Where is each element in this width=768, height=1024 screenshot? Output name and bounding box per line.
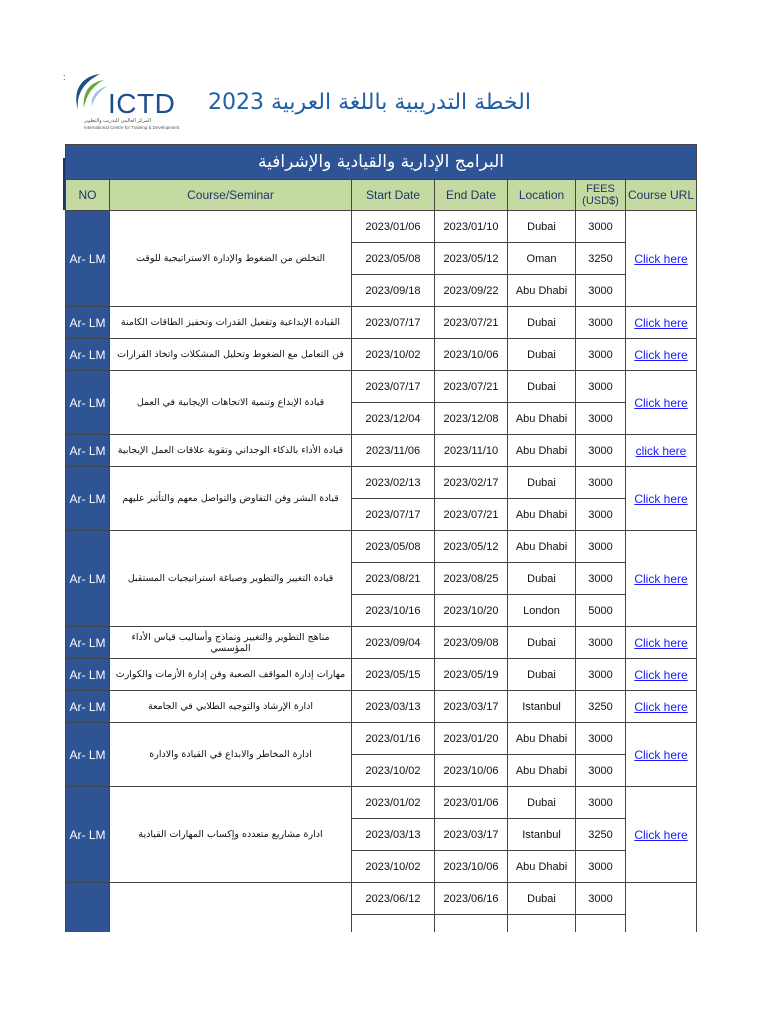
end-date: 2023/03/17 bbox=[435, 691, 508, 723]
location: Dubai bbox=[508, 307, 576, 339]
location: Abu Dhabi bbox=[508, 851, 576, 883]
course-code: Ar- LM bbox=[66, 467, 110, 531]
location: Dubai bbox=[508, 787, 576, 819]
course-url-cell bbox=[626, 435, 697, 467]
end-date: 2023/11/10 bbox=[435, 435, 508, 467]
course-url-cell bbox=[626, 211, 697, 307]
course-code: Ar- LM bbox=[66, 723, 110, 787]
fee: 3000 bbox=[576, 211, 626, 243]
fee: 3000 bbox=[576, 499, 626, 531]
course-url-cell bbox=[626, 307, 697, 339]
fee: 3000 bbox=[576, 883, 626, 915]
start-date: 2023/02/13 bbox=[352, 467, 435, 499]
course-url-link[interactable]: Click here bbox=[634, 699, 688, 714]
header-location: Location bbox=[508, 180, 576, 211]
table-header-row bbox=[66, 180, 697, 211]
course-code bbox=[66, 883, 110, 933]
course-url-link[interactable]: Click here bbox=[634, 635, 688, 650]
location: Dubai bbox=[508, 659, 576, 691]
course-url-link[interactable]: Click here bbox=[634, 395, 688, 410]
start-date: 2023/01/02 bbox=[352, 787, 435, 819]
course-url-link[interactable]: Click here bbox=[634, 347, 688, 362]
course-title: قيادة الأداء بالذكاء الوجداني وتقوية علاقات العمل الإيجابية bbox=[110, 435, 352, 467]
table-row bbox=[66, 691, 697, 723]
course-url-link[interactable]: Click here bbox=[634, 747, 688, 762]
end-date: 2023/02/17 bbox=[435, 467, 508, 499]
course-code: Ar- LM bbox=[66, 371, 110, 435]
start-date: 2023/10/16 bbox=[352, 595, 435, 627]
location: London bbox=[508, 595, 576, 627]
header-start-date: Start Date bbox=[352, 180, 435, 211]
course-url-cell bbox=[626, 339, 697, 371]
start-date: 2023/10/02 bbox=[352, 339, 435, 371]
course-title: ادارة المخاطر والابداع في القيادة والادارة bbox=[110, 723, 352, 787]
end-date: 2023/01/10 bbox=[435, 211, 508, 243]
course-url-cell bbox=[626, 883, 697, 933]
start-date: 2023/12/04 bbox=[352, 403, 435, 435]
table-row bbox=[66, 531, 697, 563]
location: Abu Dhabi bbox=[508, 723, 576, 755]
course-url-cell bbox=[626, 787, 697, 883]
fee: 3000 bbox=[576, 627, 626, 659]
start-date: 2023/03/13 bbox=[352, 691, 435, 723]
start-date: 2023/01/16 bbox=[352, 723, 435, 755]
start-date: 2023/08/21 bbox=[352, 563, 435, 595]
end-date: 2023/01/20 bbox=[435, 723, 508, 755]
end-date: 2023/05/12 bbox=[435, 243, 508, 275]
header-end-date: End Date bbox=[435, 180, 508, 211]
end-date: 2023/01/06 bbox=[435, 787, 508, 819]
course-url-cell bbox=[626, 723, 697, 787]
course-title: فن التعامل مع الضغوط وتحليل المشكلات واتخاذ القرارات bbox=[110, 339, 352, 371]
location: Abu Dhabi bbox=[508, 531, 576, 563]
course-title: ادارة مشاريع متعدده وإكساب المهارات القيادية bbox=[110, 787, 352, 883]
fee: 3000 bbox=[576, 851, 626, 883]
start-date: 2023/05/15 bbox=[352, 659, 435, 691]
course-code: Ar- LM bbox=[66, 627, 110, 659]
end-date: 2023/05/19 bbox=[435, 659, 508, 691]
course-title: قيادة التغيير والتطوير وصياغة استراتيجيات المستقبل bbox=[110, 531, 352, 627]
course-code: Ar- LM bbox=[66, 531, 110, 627]
fee: 3000 bbox=[576, 659, 626, 691]
course-code: Ar- LM bbox=[66, 659, 110, 691]
table-banner-row bbox=[66, 145, 697, 180]
course-table-container bbox=[65, 144, 697, 932]
header-course: Course/Seminar bbox=[110, 180, 352, 211]
fee: 3000 bbox=[576, 531, 626, 563]
fee: 3000 bbox=[576, 339, 626, 371]
header-fees-line1: FEES bbox=[586, 183, 615, 195]
header-fees-line2: (USD$) bbox=[582, 195, 619, 207]
end-date: 2023/10/20 bbox=[435, 595, 508, 627]
fee: 3250 bbox=[576, 691, 626, 723]
course-url-cell bbox=[626, 467, 697, 531]
logo-subtitle-ar: المركز العالمي للتدريب والتطوير bbox=[84, 118, 151, 124]
start-date: 2023/09/04 bbox=[352, 627, 435, 659]
course-url-link[interactable]: Click here bbox=[634, 315, 688, 330]
end-date: 2023/10/06 bbox=[435, 755, 508, 787]
end-date: 2023/07/21 bbox=[435, 371, 508, 403]
header-no: NO bbox=[66, 180, 110, 211]
fee: 3000 bbox=[576, 787, 626, 819]
fee: 5000 bbox=[576, 595, 626, 627]
header-course-url: Course URL bbox=[626, 180, 697, 211]
course-url-cell bbox=[626, 691, 697, 723]
fee: 3000 bbox=[576, 467, 626, 499]
start-date: 2023/09/18 bbox=[352, 275, 435, 307]
course-title: التخلص من الضغوط والإدارة الاستراتيجية للوقت bbox=[110, 211, 352, 307]
start-date: 2023/06/12 bbox=[352, 883, 435, 915]
location: Oman bbox=[508, 243, 576, 275]
table-row bbox=[66, 659, 697, 691]
start-date: 2023/10/02 bbox=[352, 755, 435, 787]
table-row bbox=[66, 211, 697, 243]
table-row bbox=[66, 883, 697, 915]
course-url-cell bbox=[626, 371, 697, 435]
location: Istanbul bbox=[508, 691, 576, 723]
course-url-link[interactable]: Click here bbox=[634, 491, 688, 506]
fee bbox=[576, 915, 626, 933]
start-date: 2023/01/06 bbox=[352, 211, 435, 243]
fee: 3250 bbox=[576, 243, 626, 275]
start-date: 2023/03/13 bbox=[352, 819, 435, 851]
end-date: 2023/10/06 bbox=[435, 851, 508, 883]
fee: 3000 bbox=[576, 403, 626, 435]
course-url-cell bbox=[626, 627, 697, 659]
header-fees bbox=[576, 180, 626, 211]
course-code: Ar- LM bbox=[66, 691, 110, 723]
start-date bbox=[352, 915, 435, 933]
location: Dubai bbox=[508, 563, 576, 595]
table-row bbox=[66, 307, 697, 339]
course-code: Ar- LM bbox=[66, 211, 110, 307]
fee: 3000 bbox=[576, 755, 626, 787]
logo-subtitle-en: International Centre for Training & Development bbox=[84, 125, 180, 130]
course-code: Ar- LM bbox=[66, 787, 110, 883]
course-code: Ar- LM bbox=[66, 307, 110, 339]
location bbox=[508, 915, 576, 933]
start-date: 2023/05/08 bbox=[352, 243, 435, 275]
location: Abu Dhabi bbox=[508, 499, 576, 531]
end-date bbox=[435, 915, 508, 933]
course-code: Ar- LM bbox=[66, 435, 110, 467]
course-table bbox=[65, 144, 697, 932]
course-url-link[interactable]: click here bbox=[635, 443, 687, 458]
end-date: 2023/06/16 bbox=[435, 883, 508, 915]
table-row bbox=[66, 467, 697, 499]
course-title: ادارة الإرشاد والتوجيه الطلابي في الجامعة bbox=[110, 691, 352, 723]
fee: 3250 bbox=[576, 819, 626, 851]
fee: 3000 bbox=[576, 723, 626, 755]
location: Dubai bbox=[508, 211, 576, 243]
course-url-link[interactable]: Click here bbox=[634, 251, 688, 266]
start-date: 2023/10/02 bbox=[352, 851, 435, 883]
fee: 3000 bbox=[576, 435, 626, 467]
end-date: 2023/07/21 bbox=[435, 307, 508, 339]
start-date: 2023/07/17 bbox=[352, 307, 435, 339]
table-row bbox=[66, 435, 697, 467]
location: Dubai bbox=[508, 627, 576, 659]
page-title: الخطة التدريبية باللغة العربية 2023 bbox=[208, 90, 531, 115]
end-date: 2023/12/08 bbox=[435, 403, 508, 435]
end-date: 2023/08/25 bbox=[435, 563, 508, 595]
location: Abu Dhabi bbox=[508, 755, 576, 787]
location: Dubai bbox=[508, 467, 576, 499]
location: Dubai bbox=[508, 339, 576, 371]
location: Dubai bbox=[508, 371, 576, 403]
course-title: قيادة البشر وفن التفاوض والتواصل معهم والتأثير عليهم bbox=[110, 467, 352, 531]
course-url-cell bbox=[626, 659, 697, 691]
table-row bbox=[66, 787, 697, 819]
course-url-link[interactable]: Click here bbox=[634, 827, 688, 842]
fee: 3000 bbox=[576, 563, 626, 595]
header-mark: : bbox=[63, 72, 66, 82]
fee: 3000 bbox=[576, 307, 626, 339]
fee: 3000 bbox=[576, 275, 626, 307]
location: Abu Dhabi bbox=[508, 403, 576, 435]
end-date: 2023/07/21 bbox=[435, 499, 508, 531]
location: Istanbul bbox=[508, 819, 576, 851]
course-title: قيادة الإبداع وتنمية الاتجاهات الإيجابية في العمل bbox=[110, 371, 352, 435]
course-url-link[interactable]: Click here bbox=[634, 571, 688, 586]
end-date: 2023/09/08 bbox=[435, 627, 508, 659]
table-row bbox=[66, 627, 697, 659]
course-title: مناهج التطوير والتغيير ونماذج وأساليب قياس الأداء المؤسسي bbox=[110, 627, 352, 659]
logo-brand: ICTD bbox=[108, 88, 176, 119]
end-date: 2023/05/12 bbox=[435, 531, 508, 563]
table-banner: البرامج الإدارية والقيادية والإشرافية bbox=[66, 145, 697, 180]
end-date: 2023/03/17 bbox=[435, 819, 508, 851]
course-title bbox=[110, 883, 352, 933]
ictd-logo bbox=[70, 70, 190, 134]
table-row bbox=[66, 339, 697, 371]
location: Dubai bbox=[508, 883, 576, 915]
course-title: القيادة الإبداعية وتفعيل القدرات وتحفيز الطاقات الكامنة bbox=[110, 307, 352, 339]
table-row bbox=[66, 371, 697, 403]
start-date: 2023/05/08 bbox=[352, 531, 435, 563]
end-date: 2023/10/06 bbox=[435, 339, 508, 371]
logo-swoosh-icon bbox=[70, 70, 110, 116]
course-url-cell bbox=[626, 531, 697, 627]
location: Abu Dhabi bbox=[508, 435, 576, 467]
course-title: مهارات إدارة المواقف الصعبة وفن إدارة الأزمات والكوارث bbox=[110, 659, 352, 691]
start-date: 2023/11/06 bbox=[352, 435, 435, 467]
course-url-link[interactable]: Click here bbox=[634, 667, 688, 682]
start-date: 2023/07/17 bbox=[352, 371, 435, 403]
start-date: 2023/07/17 bbox=[352, 499, 435, 531]
course-code: Ar- LM bbox=[66, 339, 110, 371]
fee: 3000 bbox=[576, 371, 626, 403]
location: Abu Dhabi bbox=[508, 275, 576, 307]
table-row bbox=[66, 723, 697, 755]
end-date: 2023/09/22 bbox=[435, 275, 508, 307]
